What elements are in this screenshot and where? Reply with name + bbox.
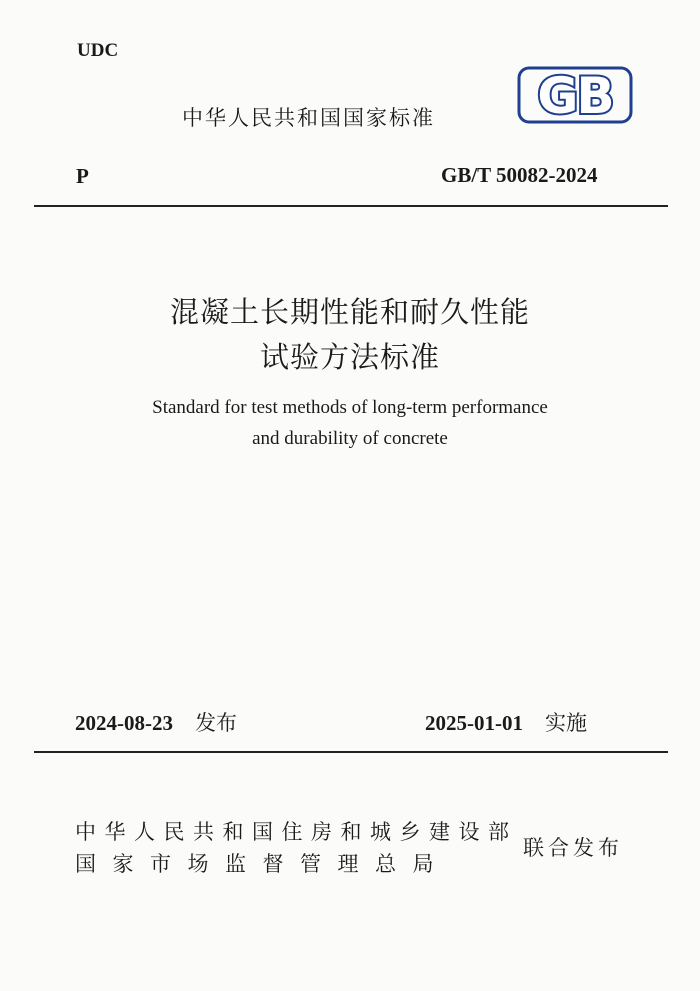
issue-date: 2024-08-23 — [75, 711, 173, 735]
issue-date-block — [75, 707, 237, 737]
title-en-line1: Standard for test methods of long-term performance — [152, 397, 548, 418]
gb-logo — [517, 66, 633, 124]
udc-label: UDC — [77, 40, 119, 61]
national-standard-heading: 中华人民共和国国家标准 — [182, 106, 435, 130]
issuer-line2: 国家市场监督管理总局 — [75, 852, 450, 876]
title-en-line2: and durability of concrete — [252, 428, 448, 449]
effective-date: 2025-01-01 — [425, 711, 523, 735]
bottom-divider — [34, 751, 668, 753]
title-zh-line2: 试验方法标准 — [259, 340, 440, 374]
top-divider — [34, 205, 668, 207]
joint-issue-label: 联合发布 — [523, 836, 623, 860]
standard-number: GB/T 50082-2024 — [441, 163, 598, 187]
title-zh-line1: 混凝土长期性能和耐久性能 — [169, 295, 530, 329]
gb-logo-text: GB — [537, 67, 613, 124]
issue-label: 发布 — [195, 711, 237, 735]
effective-label: 实施 — [545, 711, 587, 735]
effective-date-block — [425, 707, 587, 737]
category-code: P — [76, 164, 89, 188]
issuer-line1: 中华人民共和国住房和城乡建设部 — [75, 820, 518, 844]
